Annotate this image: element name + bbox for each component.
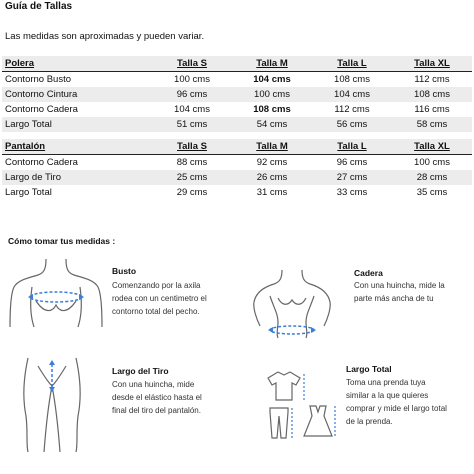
- table-cell: 35 cms: [416, 187, 448, 198]
- table-row: [2, 87, 472, 102]
- total-illustration: [262, 370, 338, 440]
- busto-title: Busto: [112, 266, 137, 276]
- description-line: rodea con un centimetro el: [112, 294, 207, 303]
- header-cell: Talla S: [152, 56, 232, 72]
- table-row: [2, 117, 472, 132]
- header-cell: Talla XL: [392, 139, 472, 155]
- table-cell: 108 cms: [392, 87, 472, 102]
- cadera-title: Cadera: [354, 268, 383, 278]
- header-cell: Talla L: [312, 56, 392, 72]
- howto-heading: Cómo tomar tus medidas :: [8, 236, 116, 246]
- table-cell: 56 cms: [312, 117, 392, 132]
- table-cell: 26 cms: [232, 170, 312, 185]
- description-line: Toma una prenda tuya: [346, 378, 426, 387]
- description-line: comprar y mide el largo total: [346, 404, 447, 413]
- header-cell: Talla L: [312, 139, 392, 155]
- row-label: Largo Total: [2, 117, 152, 132]
- polera-size-table: [2, 56, 472, 132]
- table-cell: 27 cms: [312, 170, 392, 185]
- table-cell: 104 cms: [253, 74, 291, 85]
- row-label: Contorno Cadera: [5, 104, 78, 115]
- row-label: Contorno Cintura: [2, 87, 152, 102]
- table-cell: 104 cms: [174, 104, 210, 115]
- table-cell: 33 cms: [336, 187, 368, 198]
- description-line: desde el elástico hasta el: [112, 393, 202, 402]
- cadera-description: [354, 279, 445, 305]
- table-header-row: [2, 139, 472, 155]
- tiro-illustration: [14, 356, 90, 454]
- table-row: [2, 102, 472, 117]
- table-row: [2, 155, 472, 171]
- table-row: [2, 185, 472, 200]
- table-cell: 100 cms: [414, 157, 450, 168]
- description-line: similar a la que quieres: [346, 391, 429, 400]
- tshirt-icon: [268, 372, 300, 400]
- table-row: [2, 170, 472, 185]
- table-row: [2, 72, 472, 88]
- row-label: Contorno Cadera: [5, 157, 78, 168]
- row-label: Largo Total: [5, 187, 52, 198]
- disclaimer-note: Las medidas son aproximadas y pueden variar.: [5, 31, 205, 42]
- busto-description: [112, 279, 207, 318]
- table-cell: 31 cms: [256, 187, 288, 198]
- table-cell: 112 cms: [334, 104, 370, 115]
- table-cell: 108 cms: [253, 104, 291, 115]
- table-header-row: [2, 56, 472, 72]
- cadera-illustration: [248, 268, 336, 340]
- table-cell: 58 cms: [392, 117, 472, 132]
- header-cell: Talla S: [152, 139, 232, 155]
- total-description: [346, 376, 447, 428]
- table-cell: 28 cms: [392, 170, 472, 185]
- table-cell: 92 cms: [256, 157, 288, 168]
- description-line: contorno total del pecho.: [112, 307, 200, 316]
- table-cell: 100 cms: [174, 74, 210, 85]
- tiro-description: [112, 378, 202, 417]
- total-title: Largo Total: [346, 364, 392, 374]
- description-line: Comenzando por la axila: [112, 281, 201, 290]
- table-cell: 116 cms: [414, 104, 450, 115]
- table-cell: 25 cms: [152, 170, 232, 185]
- table-cell: 112 cms: [414, 74, 450, 85]
- table-cell: 54 cms: [232, 117, 312, 132]
- table-cell: 51 cms: [152, 117, 232, 132]
- description-line: parte más ancha de tu: [354, 294, 434, 303]
- busto-illustration: [8, 257, 104, 329]
- header-cell: Talla XL: [392, 56, 472, 72]
- description-line: Con una huincha, mide la: [354, 281, 445, 290]
- table-cell: 29 cms: [176, 187, 208, 198]
- table-cell: 96 cms: [152, 87, 232, 102]
- table-cell: 100 cms: [232, 87, 312, 102]
- description-line: Con una huincha, mide: [112, 380, 195, 389]
- table-cell: 108 cms: [334, 74, 370, 85]
- row-label: Largo de Tiro: [2, 170, 152, 185]
- table-cell: 96 cms: [336, 157, 368, 168]
- header-cell: Polera: [2, 56, 152, 72]
- pantalon-size-table: [2, 139, 472, 200]
- header-cell: Talla M: [232, 139, 312, 155]
- table-cell: 88 cms: [176, 157, 208, 168]
- header-cell: Talla M: [232, 56, 312, 72]
- header-cell: Pantalón: [2, 139, 152, 155]
- row-label: Contorno Busto: [5, 74, 72, 85]
- description-line: final del tiro del pantalón.: [112, 406, 201, 415]
- description-line: de la prenda.: [346, 417, 393, 426]
- dress-icon: [304, 406, 332, 436]
- tiro-title: Largo del Tiro: [112, 366, 169, 376]
- pants-icon: [270, 408, 288, 438]
- table-cell: 104 cms: [312, 87, 392, 102]
- page-title: Guía de Tallas: [5, 1, 73, 12]
